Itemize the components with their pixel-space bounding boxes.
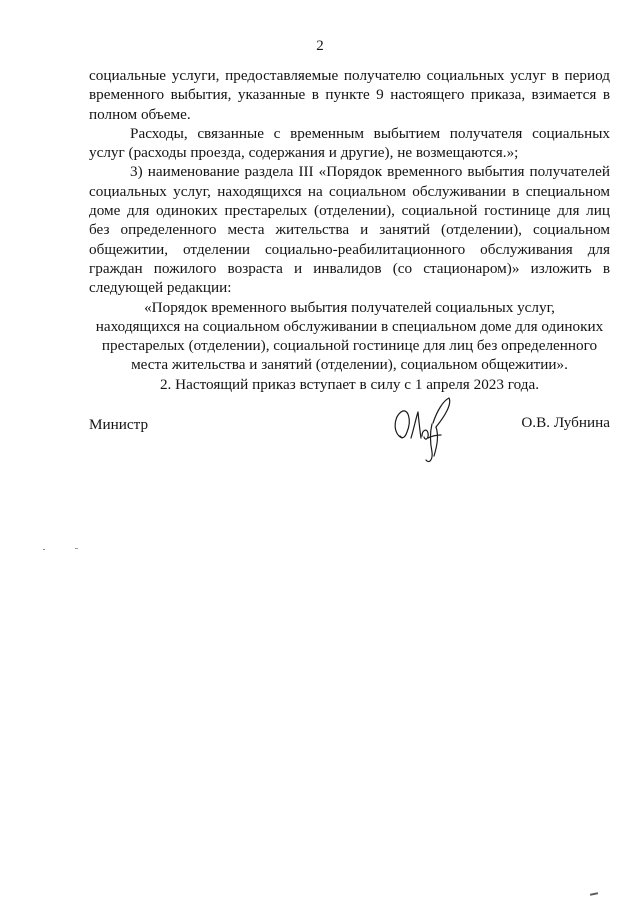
scan-artifact — [43, 549, 45, 550]
quote-line: престарелых (отделении), социальной гостинице для лиц без определенного — [101, 337, 598, 355]
scan-artifact — [590, 892, 598, 896]
signer-position: Министр — [89, 416, 149, 433]
signature-block — [89, 414, 610, 438]
handwritten-signature — [390, 394, 460, 466]
document-body — [89, 66, 610, 394]
paragraph-continuation: социальные услуги, предоставляемые получателю социальных услуг в период временного выбытия, указанные в пункте 9 настоящего приказа, взимается в полном объеме. — [89, 67, 610, 123]
paragraph-section-rename: 3) наименование раздела III «Порядок временного выбытия получателей социальных услуг, находящихся на социальном обслуживании в специальном доме для одиноких престарелых (отделении), социальной гостинице для лиц без определенного места жительства и занятий (отделении), социальном общежитии, отделении социально-реабилитационного обслуживания для граждан пожилого возраста и инвалидов (со стационаром)» изложить в следующей редакции: — [89, 163, 610, 297]
quote-line: «Порядок временного выбытия получателей социальных услуг, — [144, 298, 555, 316]
quote-line: места жительства и занятий (отделении), социальном общежитии». — [131, 356, 568, 374]
signer-name: О.В. Лубнина — [521, 414, 610, 431]
quote-line: находящихся на социальном обслуживании в специальном доме для одиноких — [95, 317, 604, 335]
page-number: 2 — [316, 38, 324, 54]
scan-artifact — [75, 548, 78, 549]
effective-date-clause: 2. Настоящий приказ вступает в силу с 1 апреля 2023 года. — [159, 375, 540, 393]
paragraph-expenses: Расходы, связанные с временным выбытием получателя социальных услуг (расходы проезда, содержания и другие), не возмещаются.»; — [89, 124, 610, 162]
